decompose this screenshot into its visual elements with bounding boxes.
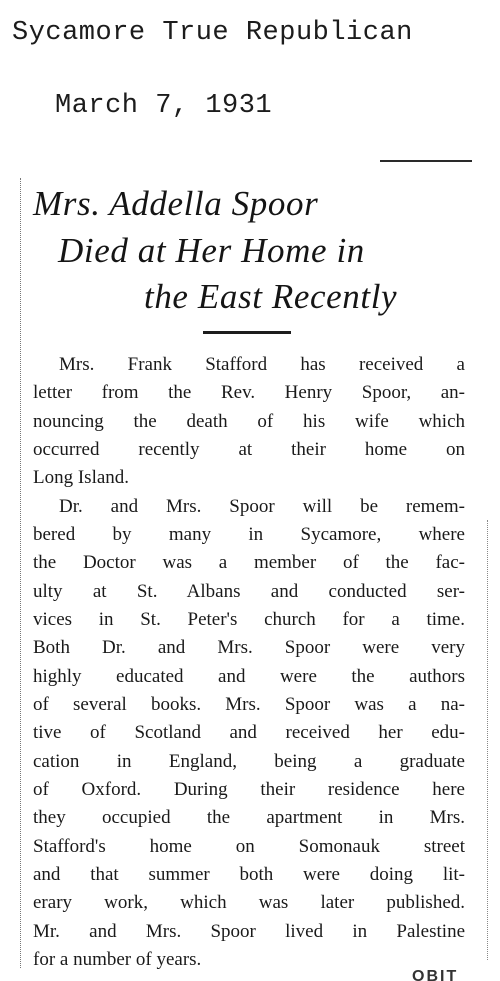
clipping-right-edge (487, 520, 488, 960)
body-line: tive of Scotland and received her edu- (33, 722, 465, 743)
body-line: of several books. Mrs. Spoor was a na- (33, 694, 465, 715)
publication-name: Sycamore True Republican (12, 18, 413, 48)
headline-line-2: Died at Her Home in (58, 231, 365, 270)
body-line: occurred recently at their home on (33, 439, 465, 460)
body-line: letter from the Rev. Henry Spoor, an- (33, 382, 465, 403)
body-line: nouncing the death of his wife which (33, 411, 465, 432)
headline-divider (203, 331, 291, 334)
body-line: they occupied the apartment in Mrs. (33, 807, 465, 828)
body-line: Long Island. (33, 467, 130, 488)
body-line: Stafford's home on Somonauk street (33, 836, 465, 857)
body-line: cation in England, being a graduate (33, 751, 465, 772)
body-line: for a number of years. (33, 949, 202, 970)
body-line: the Doctor was a member of the fac- (33, 552, 465, 573)
body-line: Dr. and Mrs. Spoor will be remem- (59, 496, 465, 517)
body-line: vices in St. Peter's church for a time. (33, 609, 465, 630)
headline-line-3: the East Recently (144, 277, 398, 316)
headline-line-1: Mrs. Addella Spoor (33, 184, 319, 223)
body-line: and that summer both were doing lit- (33, 864, 465, 885)
body-line: highly educated and were the authors (33, 666, 465, 687)
clipping-left-edge (20, 178, 21, 968)
body-line: Mrs. Frank Stafford has received a (59, 354, 465, 375)
publication-date: March 7, 1931 (55, 91, 273, 121)
body-line: Mr. and Mrs. Spoor lived in Palestine (33, 921, 465, 942)
body-line: Both Dr. and Mrs. Spoor were very (33, 637, 465, 658)
body-line: ulty at St. Albans and conducted ser- (33, 581, 465, 602)
body-line: of Oxford. During their residence here (33, 779, 465, 800)
top-rule (380, 160, 472, 162)
body-line: bered by many in Sycamore, where (33, 524, 465, 545)
footer-fragment-text: OBIT (412, 969, 459, 981)
body-line: erary work, which was later published. (33, 892, 465, 913)
